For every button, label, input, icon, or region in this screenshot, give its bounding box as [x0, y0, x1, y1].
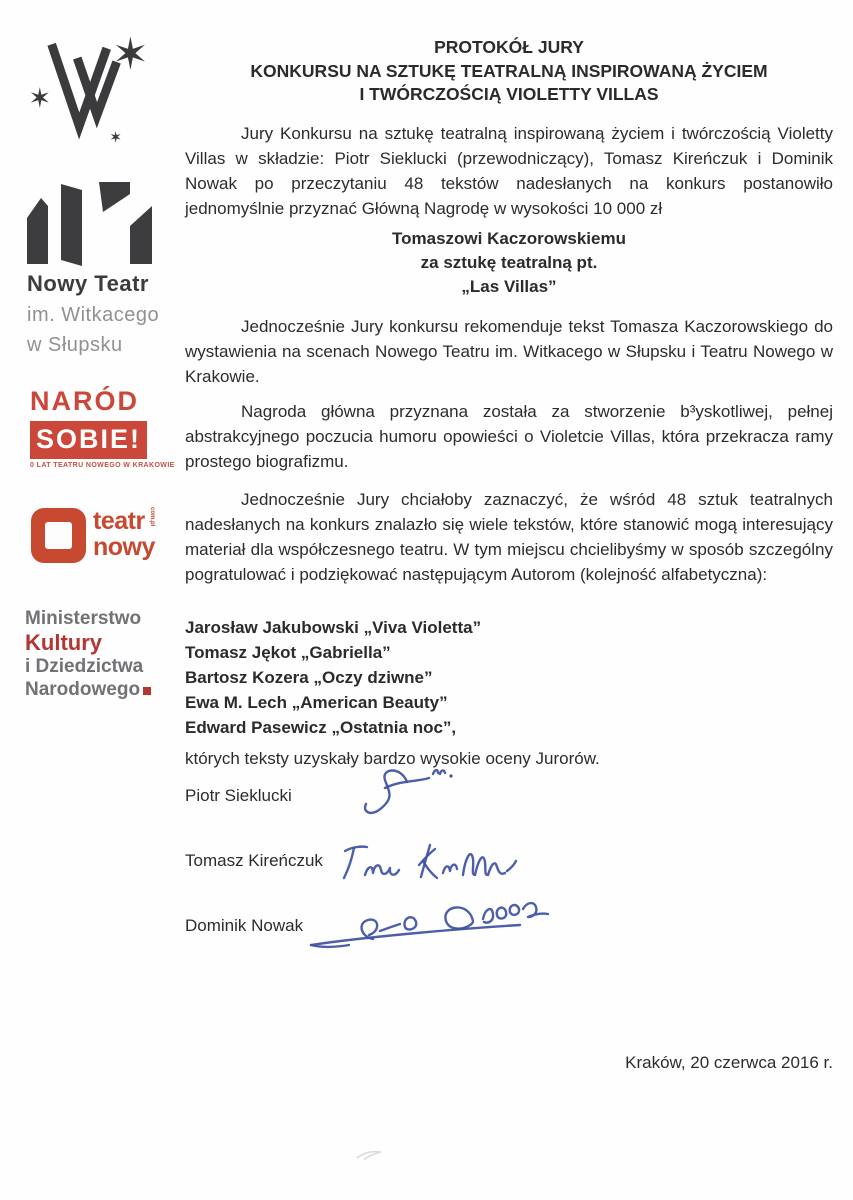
teatr-nowy-domain: com.pl	[148, 507, 155, 527]
award-play-label: za sztukę teatralną pt.	[420, 253, 598, 272]
ministry-red-square-icon	[143, 687, 151, 695]
nowy-teatr-title: Nowy Teatr	[27, 271, 149, 296]
signature-dominik-nowak-ink	[305, 895, 575, 955]
signature-piotr-sieklucki-ink	[345, 760, 465, 835]
title-line-2: KONKURSU NA SZTUKĘ TEATRALNĄ INSPIROWANĄ ŻYCIEM	[250, 60, 768, 81]
winners-list	[185, 615, 833, 740]
ministry-line-1: Ministerstwo	[25, 608, 142, 629]
witkacy-w-icon	[28, 32, 156, 156]
teatr-nowy-word1-text: teatr	[93, 507, 145, 535]
nowy-teatr-logo	[27, 182, 159, 357]
paragraph-jury-composition: Jury Konkursu na sztukę teatralną inspirowaną życiem i twórczością Violetty Villas w składzie: Piotr Sieklucki (przewodniczący), Tomasz Kireńczuk i Dominik Nowak po przeczytaniu 48 tekstów nadesłanych na konkurs postanowiło jednomyślnie przyznać Główną Nagrodę w wysokości 10 000 zł	[185, 124, 833, 218]
ministry-line-2: Kultury	[25, 630, 102, 655]
paragraph-closing: których teksty uzyskały bardzo wysokie oceny Jurorów.	[185, 749, 600, 768]
winner-list-item: Ewa M. Lech „American Beauty”	[185, 693, 448, 712]
award-play-title: „Las Villas”	[461, 277, 557, 296]
scan-artifact	[355, 1146, 395, 1166]
teatr-nowy-word2: nowy	[93, 533, 155, 561]
nowy-teatr-subtitle-1: im. Witkacego	[27, 304, 160, 326]
date-line: Kraków, 20 czerwca 2016 r.	[625, 1053, 833, 1072]
narod-sobie-word2: SOBIE!	[30, 421, 147, 459]
winner-list-item: Jarosław Jakubowski „Viva Violetta”	[185, 618, 482, 637]
ministry-logo	[25, 607, 151, 701]
award-winner-name: Tomaszowi Kaczorowskiemu	[392, 229, 626, 248]
witkacy-w-stars-logo	[28, 32, 156, 161]
teatr-nowy-logo	[30, 507, 155, 565]
ministry-line-3: i Dziedzictwa	[25, 656, 144, 677]
title-line-3: I TWÓRCZOŚCIĄ VIOLETTY VILLAS	[359, 84, 659, 104]
jury-signature-name-1: Piotr Sieklucki	[185, 786, 292, 805]
jury-signature-name-3: Dominik Nowak	[185, 916, 304, 935]
paragraph-award-justification: Nagroda główna przyznana została za stworzenie b³yskotliwej, pełnej abstrakcyjnego poczucia humoru opowieści o Violetcie Villas, która przekracza ramy prostego biografizmu.	[185, 402, 833, 471]
winner-list-item: Edward Pasewicz „Ostatnia noc”,	[185, 718, 457, 737]
paragraph-recommendation: Jednocześnie Jury konkursu rekomenduje tekst Tomasza Kaczorowskiego do wystawienia na scenach Nowego Teatru im. Witkacego w Słupsku i Teatru Nowego w Krakowie.	[185, 317, 833, 386]
paragraph-honorable-mentions-intro: Jednocześnie Jury chciałoby zaznaczyć, że wśród 48 sztuk teatralnych nadesłanych na konkurs znalazło się wiele tekstów, które stanowić mogą interesujący materiał dla współczesnego teatru. W tym miejscu chcielibyśmy w sposób szczególny pogratulować i podziękować następującym Autorom (kolejność alfabetyczna):	[185, 490, 833, 584]
narod-sobie-word1: NARÓD	[30, 386, 139, 416]
ministry-line-4-text: Narodowego	[25, 679, 141, 700]
nowy-teatr-subtitle-2: w Słupsku	[27, 334, 123, 356]
title-line-1: PROTOKÓŁ JURY	[434, 37, 584, 57]
narod-sobie-logo	[30, 386, 175, 469]
document-title	[185, 36, 833, 107]
narod-sobie-tagline: 0 LAT TEATRU NOWEGO W KRAKOWIE	[30, 462, 175, 469]
signature-tomasz-kirenczuk-ink	[335, 835, 525, 897]
nowy-teatr-mark-icon	[27, 182, 153, 266]
teatr-nowy-word1	[93, 509, 155, 533]
teatr-nowy-square-icon	[30, 507, 87, 565]
ministry-line-4	[25, 678, 151, 701]
jury-signature-name-2: Tomasz Kireńczuk	[185, 851, 323, 870]
award-block	[185, 227, 833, 299]
document-body	[185, 0, 833, 1200]
winner-list-item: Bartosz Kozera „Oczy dziwne”	[185, 668, 433, 687]
winner-list-item: Tomasz Jękot „Gabriella”	[185, 643, 391, 662]
